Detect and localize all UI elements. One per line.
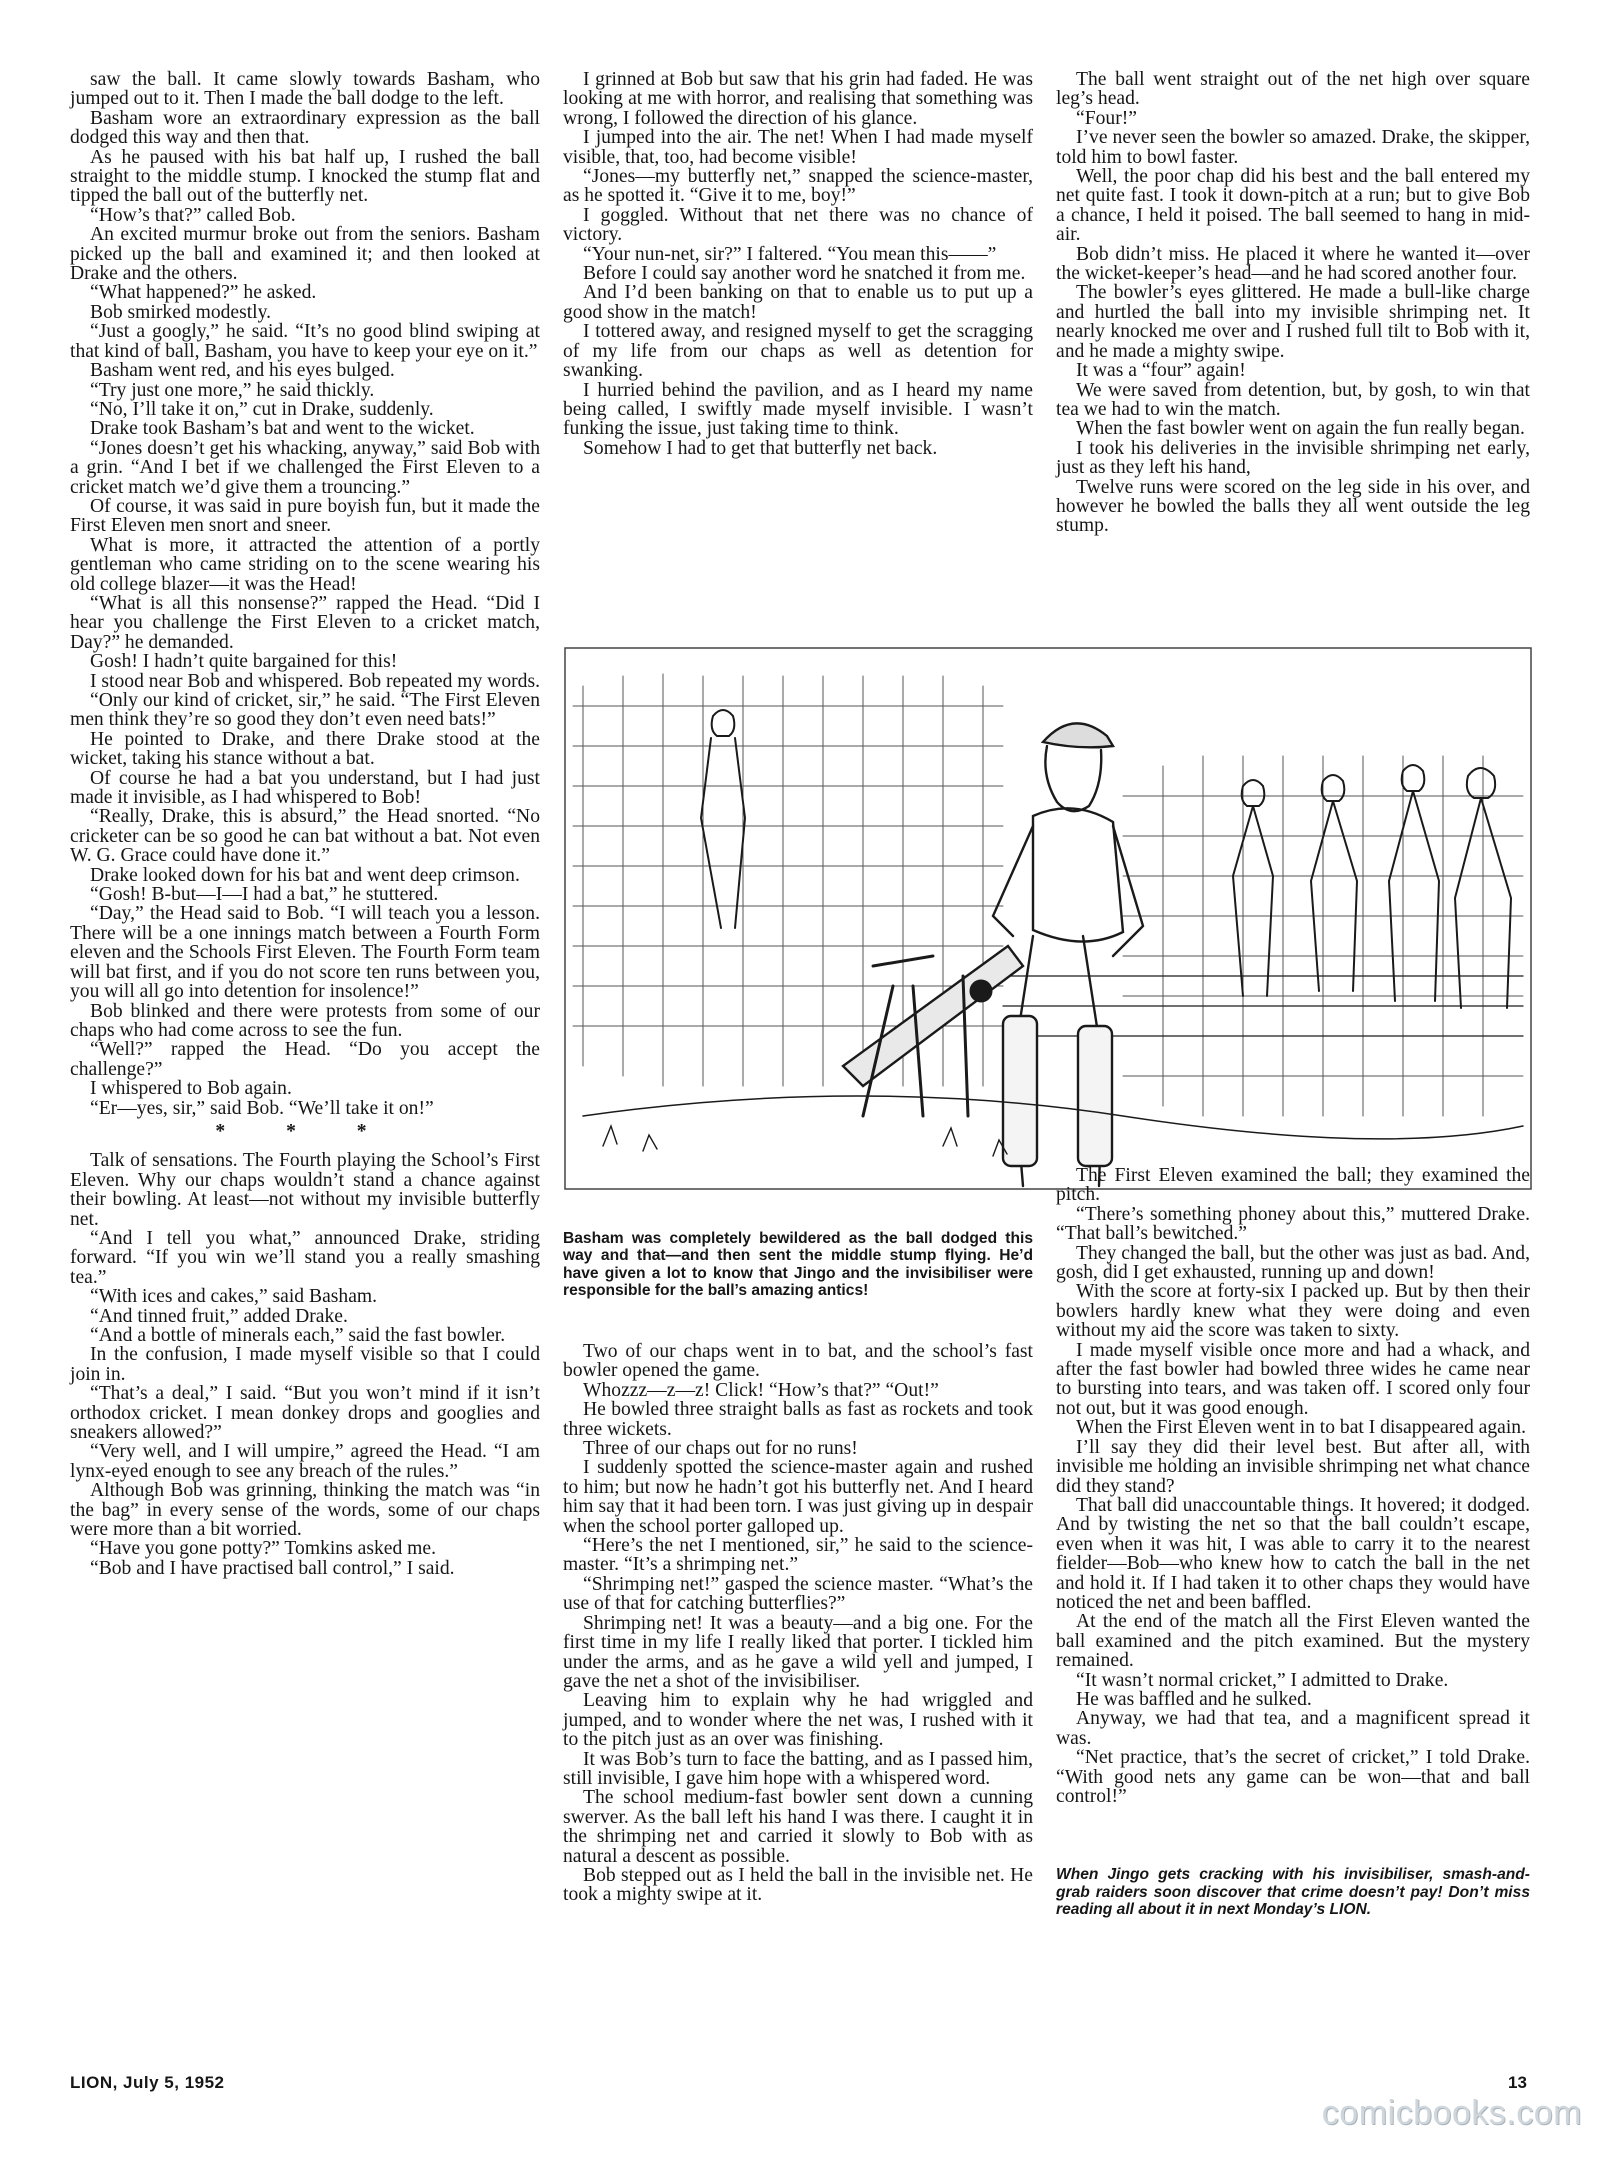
page-number: 13 <box>1508 2073 1527 2092</box>
paragraph: “Your nun-net, sir?” I faltered. “You mean this——” <box>583 243 997 265</box>
paragraph: “And a bottle of minerals each,” said the fast bowler. <box>90 1325 506 1346</box>
paragraph: I grinned at Bob but saw that his grin had faded. He was looking at me with horror, and realising that something was wrong, I followed the direction of his glance. <box>563 69 1033 129</box>
article-column-2 <box>563 70 1033 458</box>
paragraph: When the First Eleven went in to bat I disappeared again. <box>1076 1417 1526 1439</box>
paragraph: “No, I’ll take it on,” cut in Drake, suddenly. <box>90 398 434 420</box>
paragraph: It was Bob’s turn to face the batting, and as I passed him, still invisible, I gave him hope with a whispered word. <box>563 1748 1033 1789</box>
paragraph: “Jones doesn’t get his whacking, anyway,” said Bob with a grin. “And I bet if we challenged the First Eleven to a cricket match we’d give them a trouncing.” <box>70 437 540 498</box>
stumps <box>863 956 968 1116</box>
paragraph: Gosh! I hadn’t quite bargained for this! <box>90 651 398 673</box>
paragraph: Twelve runs were scored on the leg side in his over, and however he bowled the balls they all went outside the leg stump. <box>1056 476 1530 537</box>
paragraph: I whispered to Bob again. <box>90 1078 292 1100</box>
paragraph: Somehow I had to get that butterfly net back. <box>583 437 938 459</box>
paragraph: Talk of sensations. The Fourth playing the School’s First Eleven. Why our chaps wouldn’t stand a chance against their bowling. At least—not without my invisible butterfly net. <box>70 1150 540 1230</box>
paragraph: That ball did unaccountable things. It hovered; it dodged. And by twisting the net so that the ball couldn’t escape, even when it was hit, I was able to carry it to the nearest fielder—Bob—who knew how to catch the ball in the net and hold it. If I had taken it to other chaps they would have noticed the net and been baffled. <box>1056 1494 1530 1613</box>
next-issue-teaser: When Jingo gets cracking with his invisibiliser, smash-and-grab raiders soon discover that crime doesn’t pay! Don’t miss reading all about it in next Monday’s LION. <box>1056 1866 1530 1919</box>
paragraph: Bob smirked modestly. <box>90 301 272 323</box>
paragraph: “What happened?” he asked. <box>90 282 317 304</box>
source-watermark: comicbooks.com <box>1321 2094 1582 2132</box>
paragraph: Well, the poor chap did his best and the ball entered my net quite fast. I took it down-pitch at a run; but to give Bob a chance, I held it poised. The ball seemed to hang in mid-air. <box>1056 166 1530 246</box>
paragraph: I’ve never seen the bowler so amazed. Drake, the skipper, told him to bowl faster. <box>1056 127 1530 168</box>
paragraph: The school medium-fast bowler sent down a cunning swerver. As the ball left his hand I was there. I caught it in the shrimping net and carried it slowly to Bob with as natural a descent as possible. <box>563 1787 1033 1867</box>
paragraph: I hurried behind the pavilion, and as I heard my name being called, I swiftly made myself invisible. I wasn’t funking the issue, just taking time to think. <box>563 379 1033 440</box>
paragraph: “Only our kind of cricket, sir,” he said. “The First Eleven men think they’re so good they don’t even need bats!” <box>70 690 540 731</box>
paragraph: When the fast bowler went on again the fun really began. <box>1076 418 1525 440</box>
paragraph: We were saved from detention, but, by gosh, to win that tea we had to win the match. <box>1056 379 1530 420</box>
paragraph: Bob blinked and there were protests from some of our chaps who had come across to see the fun. <box>70 1000 540 1041</box>
paragraph: I goggled. Without that net there was no chance of victory. <box>563 204 1033 246</box>
paragraph: Of course, it was said in pure boyish fun, but it made the First Eleven men snort and sneer. <box>70 495 540 537</box>
paragraph: “Jones—my butterfly net,” snapped the science-master, as he spotted it. “Give it to me, boy!” <box>563 166 1033 207</box>
paragraph: “With ices and cakes,” said Basham. <box>90 1286 378 1308</box>
paragraph: I suddenly spotted the science-master again and rushed to him; but now he hadn’t got his butterfly net. And I heard him say that it had been torn. I was just giving up in despair when the school porter galloped up. <box>563 1457 1033 1537</box>
paragraph: Drake took Basham’s bat and went to the wicket. <box>90 418 475 440</box>
paragraph: “What is all this nonsense?” rapped the Head. “Did I hear you challenge the First Eleven to a cricket match, Day?” he demanded. <box>70 592 540 653</box>
paragraph: Bob didn’t miss. He placed it where he wanted it—over the wicket-keeper’s head—and he had scored another four. <box>1056 243 1530 285</box>
illustration-caption: Basham was completely bewildered as the ball dodged this way and that—and then sent the middle stump flying. He’d have given a lot to know that Jingo and the invisibiliser were responsible for the ball’s amazing antics! <box>563 1230 1033 1300</box>
paragraph: Shrimping net! It was a beauty—and a big one. For the first time in my life I really liked that porter. I tickled him under the arms, and as he gave a wild yell and jumped, I gave the net a shot of the invisibiliser. <box>563 1612 1033 1692</box>
paragraph: “Shrimping net!” gasped the science master. “What’s the use of that for catching butterflies?” <box>563 1573 1033 1615</box>
paragraph: “Day,” the Head said to Bob. “I will teach you a lesson. There will be a one innings match between a Fourth Form eleven and the Schools First Eleven. The Fourth Form team will bat first, and if you do not score ten runs between you, you will all go into detention for insolence!” <box>70 903 540 1003</box>
paragraph: “Really, Drake, this is absurd,” the Head snorted. “No cricketer can be so good he can bat without a bat. Not even W. G. Grace could have done it.” <box>70 806 540 867</box>
paragraph: “Have you gone potty?” Tomkins asked me. <box>90 1538 436 1560</box>
article-column-3-continued <box>1056 1166 1530 1806</box>
paragraph: The First Eleven examined the ball; they examined the pitch. <box>1056 1165 1530 1206</box>
paragraph: “Gosh! B-but—I—I had a bat,” he stuttered. <box>90 884 439 906</box>
paragraph: I stood near Bob and whispered. Bob repeated my words. <box>90 670 541 692</box>
paragraph: With the score at forty-six I packed up. But by then their bowlers hardly knew what they were doing and even without my aid the score was taken to sixty. <box>1056 1281 1530 1342</box>
paragraph: Of course he had a bat you understand, but I had just made it invisible, as I had whispered to Bob! <box>70 767 540 809</box>
paragraph: “How’s that?” called Bob. <box>90 204 296 226</box>
cricket-ball <box>970 980 992 1002</box>
paragraph: “Well?” rapped the Head. “Do you accept the challenge?” <box>70 1039 540 1080</box>
batsman-figure <box>843 723 1143 1186</box>
paragraph: Although Bob was grinning, thinking the match was “in the bag” in every sense of the words, some of our chaps were more than a bit worried. <box>70 1480 540 1541</box>
cricket-illustration <box>563 646 1533 1191</box>
section-break-stars: * * * <box>215 1120 395 1142</box>
paragraph: “There’s something phoney about this,” muttered Drake. “That ball’s bewitched.” <box>1056 1203 1530 1245</box>
paragraph: The bowler’s eyes glittered. He made a bull-like charge and hurtled the ball into my invisible shrimping net. It nearly knocked me over and I rushed full tilt to Bob with it, and he made a mighty swipe. <box>1056 282 1530 362</box>
paragraph: And I’d been banking on that to enable us to put up a good show in the match! <box>563 282 1033 323</box>
paragraph: What is more, it attracted the attention of a portly gentleman who came striding on to the scene wearing his old college blazer—it was the Head! <box>70 534 540 595</box>
paragraph: At the end of the match all the First Eleven wanted the ball examined and the pitch examined. But the mystery remained. <box>1056 1611 1530 1672</box>
paragraph: saw the ball. It came slowly towards Basham, who jumped out to it. Then I made the ball dodge to the left. <box>70 69 540 110</box>
paragraph: I jumped into the air. The net! When I had made myself visible, that, too, had become visible! <box>563 127 1033 168</box>
paragraph: “Net practice, that’s the secret of cricket,” I told Drake. “With good nets any game can be won—that and ball control!” <box>1056 1747 1530 1807</box>
paragraph: “And I tell you what,” announced Drake, striding forward. “If you win we’ll stand you a really smashing tea.” <box>70 1227 540 1288</box>
paragraph: Leaving him to explain why he had wriggled and jumped, and to wonder where the net was, I rushed with it to the pitch just as an over was finishing. <box>563 1690 1033 1751</box>
paragraph: “And tinned fruit,” added Drake. <box>90 1305 348 1327</box>
article-column-1 <box>70 70 540 1578</box>
paragraph: “It wasn’t normal cricket,” I admitted to Drake. <box>1076 1669 1449 1691</box>
paragraph: Basham went red, and his eyes bulged. <box>90 360 395 382</box>
paragraph: Drake looked down for his bat and went deep crimson. <box>90 864 520 886</box>
paragraph: He was baffled and he sulked. <box>1076 1688 1312 1710</box>
paragraph: “Four!” <box>1076 107 1137 129</box>
paragraph: An excited murmur broke out from the seniors. Basham picked up the ball and examined it; and then looked at Drake and the others. <box>70 224 540 285</box>
paragraph: Before I could say another word he snatched it from me. <box>583 263 1026 285</box>
paragraph: “Try just one more,” he said thickly. <box>90 379 375 401</box>
paragraph: “Here’s the net I mentioned, sir,” he said to the science-master. “It’s a shrimping net.” <box>563 1535 1033 1576</box>
paragraph: In the confusion, I made myself visible so that I could join in. <box>70 1344 540 1385</box>
paragraph: I made myself visible once more and had a whack, and after the fast bowler had bowled three wides he came near to bursting into tears, and was taken off. I scored only four not out, but it was good enough. <box>1056 1339 1530 1419</box>
paragraph: “Bob and I have practised ball control,” I said. <box>90 1557 455 1579</box>
paragraph: “Er—yes, sir,” said Bob. “We’ll take it on!” <box>90 1097 434 1119</box>
article-column-3 <box>1056 70 1530 536</box>
paragraph: Three of our chaps out for no runs! <box>583 1438 858 1460</box>
paragraph: I’ll say they did their level best. But after all, with invisible me holding an invisible shrimping net what chance did they stand? <box>1056 1436 1530 1497</box>
paragraph: Bob stepped out as I held the ball in the invisible net. He took a mighty swipe at it. <box>563 1864 1033 1906</box>
paragraph: I tottered away, and resigned myself to get the scragging of my life from our chaps as well as detention for swanking. <box>563 321 1033 382</box>
paragraph: Two of our chaps went in to bat, and the school’s fast bowler opened the game. <box>563 1341 1033 1382</box>
article-column-2-continued <box>563 1342 1033 1905</box>
paragraph: “That’s a deal,” I said. “But you won’t mind if it isn’t orthodox cricket. I mean donkey drops and googlies and sneakers allowed?” <box>70 1383 540 1444</box>
issue-footer: LION, July 5, 1952 <box>70 2073 225 2092</box>
paragraph: “Very well, and I will umpire,” agreed the Head. “I am lynx-eyed enough to see any breach of the rules.” <box>70 1441 540 1482</box>
paragraph: I took his deliveries in the invisible shrimping net early, just as they left his hand, <box>1056 437 1530 479</box>
paragraph: He pointed to Drake, and there Drake stood at the wicket, taking his stance without a bat. <box>70 728 540 770</box>
paragraph: It was a “four” again! <box>1076 360 1246 382</box>
paragraph: “Just a googly,” he said. “It’s no good blind swiping at that kind of ball, Basham, you have to keep your eye on it.” <box>70 321 540 362</box>
paragraph: They changed the ball, but the other was just as bad. And, gosh, did I get exhausted, running up and down! <box>1056 1242 1530 1284</box>
paragraph: As he paused with his bat half up, I rushed the ball straight to the middle stump. I knocked the stump flat and tipped the ball out of the butterfly net. <box>70 146 540 207</box>
paragraph: Basham wore an extraordinary expression as the ball dodged this way and then that. <box>70 107 540 149</box>
paragraph: The ball went straight out of the net high over square leg’s head. <box>1056 69 1530 110</box>
paragraph: Anyway, we had that tea, and a magnificent spread it was. <box>1056 1708 1530 1749</box>
paragraph: Whozzz—z—z! Click! “How’s that?” “Out!” <box>583 1379 939 1401</box>
paragraph: He bowled three straight balls as fast as rockets and took three wickets. <box>563 1399 1033 1440</box>
